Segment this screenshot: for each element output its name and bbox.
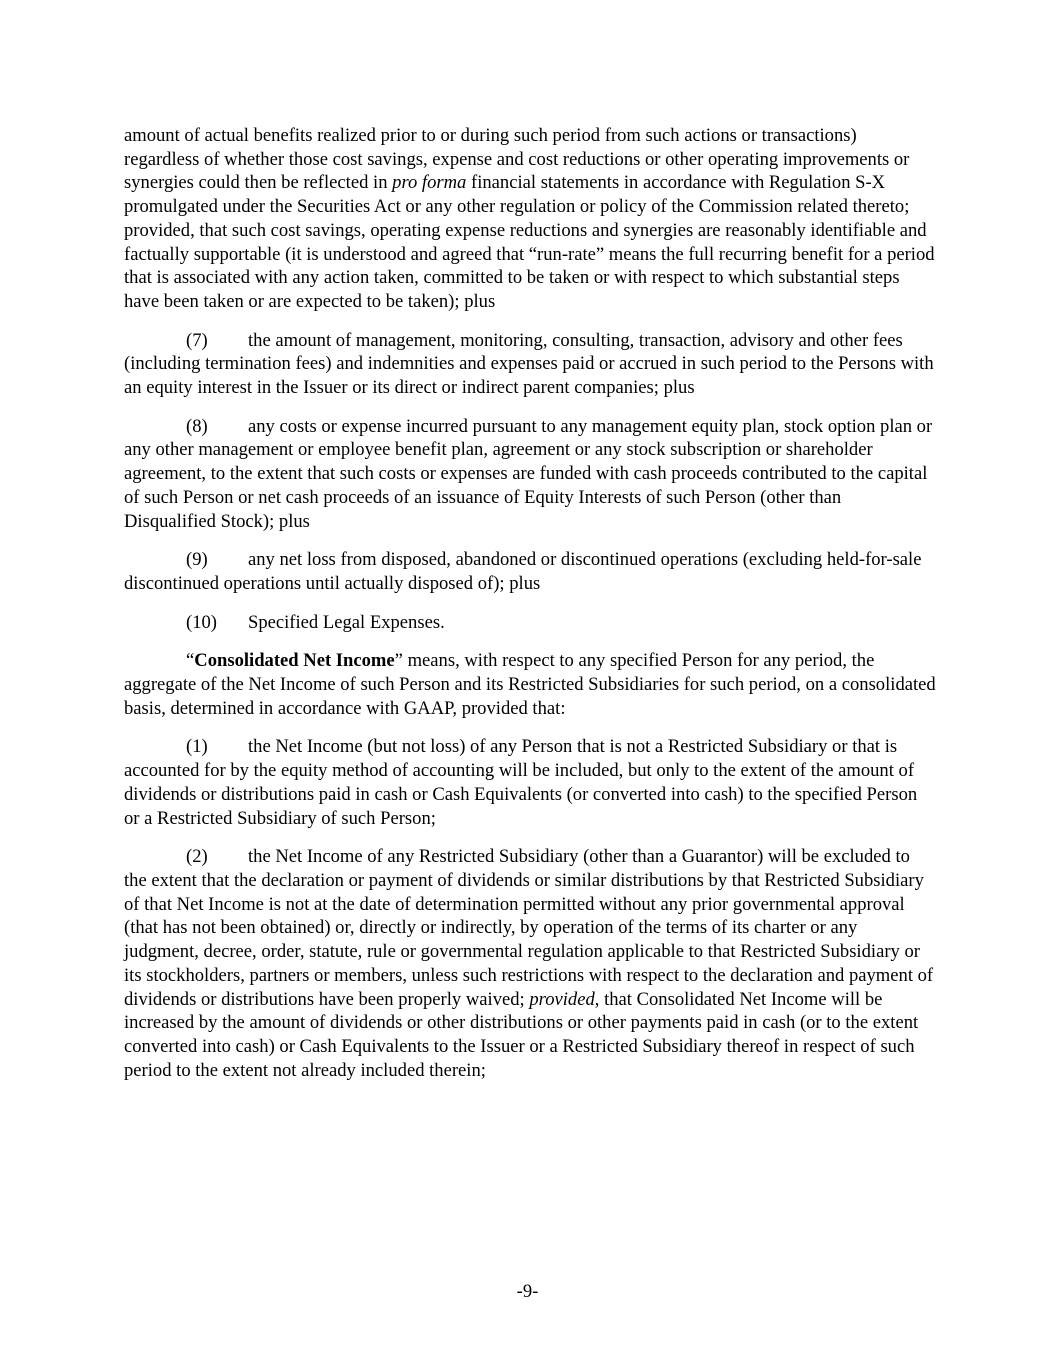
- clause-text: the amount of management, monitoring, consulting, transaction, advisory and other fees (including termination fees) and indemnities and expenses paid or accrued in such period to the Persons with an equity interest in the Issuer or its direct or indirect parent companies; plus: [124, 329, 934, 399]
- provided-italic: provided: [529, 988, 595, 1010]
- clause-number: (10): [186, 611, 217, 633]
- definition-consolidated-net-income: [124, 649, 936, 720]
- proviso-text-b: , that Consolidated Net Income will be increased by the amount of dividends or other distributions or other payments paid in cash (or to the extent converted into cash) or Cash Equivalents to the Issuer or a Restricted Subsidiary thereof in respect of such period to the extent not already included therein;: [124, 988, 919, 1081]
- clause-number: (8): [186, 415, 208, 437]
- clause-text: any costs or expense incurred pursuant to any management equity plan, stock option plan or any other management or employee benefit plan, agreement or any stock subscription or shareholder agreement, to the extent that such costs or expenses are funded with cash proceeds contributed to the capital of such Person or net cash proceeds of an issuance of Equity Interests of such Person (other than Disqualified Stock); plus: [124, 415, 933, 532]
- open-quote: “: [186, 650, 195, 672]
- definition-text: means, with respect to any specified Person for any period, the aggregate of the Net Income of such Person and its Restricted Subsidiaries for such period, on a consolidated basis, determined in accordance with GAAP, provided that:: [124, 650, 936, 719]
- clause-9: [124, 548, 936, 595]
- clause-number: (9): [186, 549, 208, 571]
- document-page: [124, 124, 936, 1097]
- continuation-text-b: financial statements in accordance with Regulation S-X promulgated under the Securities Act or any other regulation or policy of the Commission related thereto; provided, that such cost savings, operating expense reductions and synergies are reasonably identifiable and factually supportable (it is understood and agreed that “run-rate” means the full recurring benefit for a period that is associated with any action taken, committed to be taken or with respect to which substantial steps have been taken or are expected to be taken); plus: [124, 172, 935, 312]
- defined-term: Consolidated Net Income: [194, 650, 395, 672]
- proviso-number: (1): [186, 736, 208, 758]
- clause-10: [124, 611, 936, 635]
- clause-7: [124, 329, 936, 400]
- continuation-paragraph: [124, 124, 936, 314]
- proviso-2: [124, 845, 936, 1082]
- pro-forma-italic: pro forma: [392, 172, 467, 194]
- close-quote: ”: [394, 650, 403, 672]
- clause-text: Specified Legal Expenses.: [248, 611, 445, 633]
- proviso-text: the Net Income (but not loss) of any Person that is not a Restricted Subsidiary or that is accounted for by the equity method of accounting will be included, but only to the extent of the amount of dividends or distributions paid in cash or Cash Equivalents (or converted into cash) to the specified Person or a Restricted Subsidiary of such Person;: [124, 736, 918, 829]
- proviso-number: (2): [186, 846, 208, 868]
- continuation-text-a: amount of actual benefits realized prior to or during such period from such actions or transactions) regardless of whether those cost savings, expense and cost reductions or other operating improvements or synergies could then be reflected in: [124, 125, 910, 194]
- clause-text: any net loss from disposed, abandoned or discontinued operations (excluding held-for-sale discontinued operations until actually disposed of); plus: [124, 549, 922, 594]
- clause-8: [124, 415, 936, 534]
- page-number: -9-: [516, 1281, 539, 1302]
- clause-number: (7): [186, 329, 208, 351]
- proviso-1: [124, 735, 936, 830]
- proviso-text-a: the Net Income of any Restricted Subsidiary (other than a Guarantor) will be excluded to the extent that the declaration or payment of dividends or similar distributions by that Restricted Subsidiary of that Net Income is not at the date of determination permitted without any prior governmental approval (that has not been obtained) or, directly or indirectly, by operation of the terms of its charter or any judgment, decree, order, statute, rule or governmental regulation applicable to that Restricted Subsidiary or its stockholders, partners or members, unless such restrictions with respect to the declaration and payment of dividends or distributions have been properly waived;: [124, 846, 934, 1010]
